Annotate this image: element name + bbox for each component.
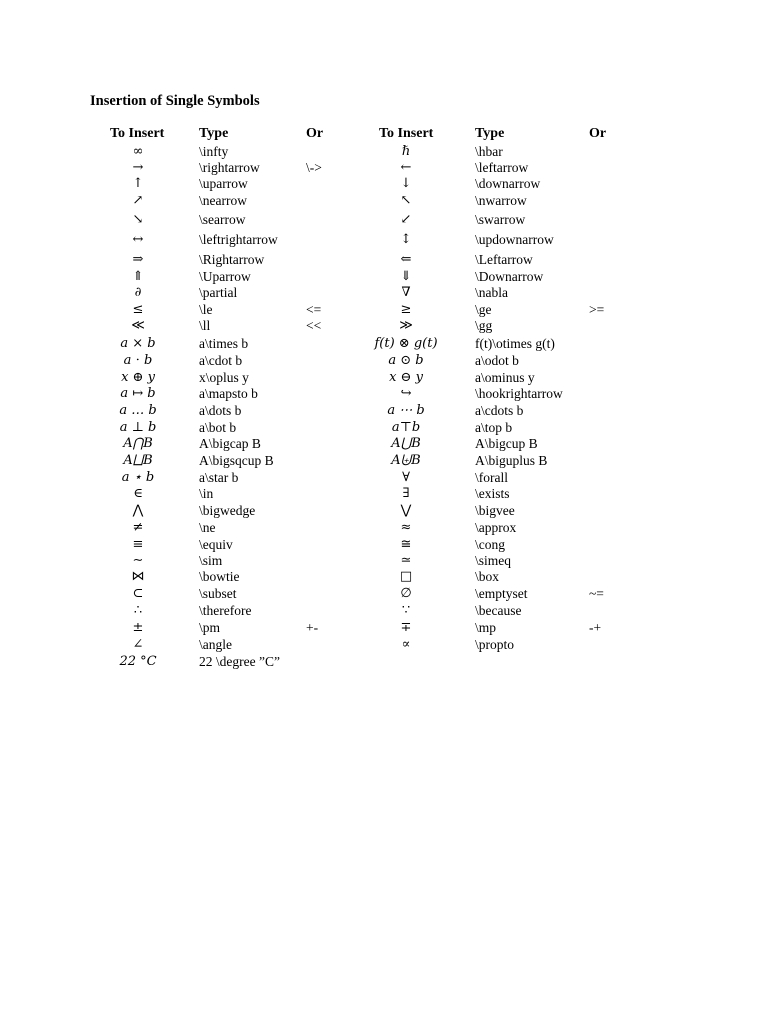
type-right: A\biguplus B [475, 453, 548, 468]
symbol-right: ↓ [400, 176, 412, 191]
symbol-right: □ [399, 569, 413, 584]
or-left: +- [306, 620, 319, 635]
type-left: \ne [199, 520, 216, 535]
symbol-right: ≥ [400, 302, 412, 317]
symbol-left: → [132, 160, 144, 175]
type-left: a\star b [199, 470, 239, 485]
symbol-left: ≠ [132, 520, 144, 535]
symbol-left: ∞ [132, 144, 144, 159]
symbol-left: ⇒ [132, 252, 144, 267]
type-right: \forall [475, 470, 508, 485]
type-right: \mp [475, 620, 497, 635]
symbol-left: 22 °C [119, 654, 157, 669]
type-left: x\oplus y [199, 370, 249, 385]
type-left: A\bigcap B [199, 436, 261, 451]
symbol-left: ↘ [132, 212, 144, 227]
or-left: << [306, 318, 322, 333]
symbol-left: a × b [120, 336, 156, 351]
type-right: a\top b [475, 420, 513, 435]
type-right: \nwarrow [475, 193, 527, 208]
symbol-left: ⋈ [131, 569, 145, 584]
symbol-right: ∃ [402, 486, 410, 501]
symbol-left: A⋂B [123, 436, 153, 451]
type-left: \angle [199, 637, 232, 652]
type-left: \leftrightarrow [199, 232, 278, 247]
type-right: \exists [475, 486, 510, 501]
symbol-right: f(t) ⊗ g(t) [374, 336, 438, 351]
symbol-right: a ⋯ b [387, 403, 425, 418]
type-left: 22 \degree ”C” [199, 654, 280, 669]
type-left: \Uparrow [199, 269, 251, 284]
type-left: \therefore [199, 603, 252, 618]
type-right: \hbar [475, 144, 503, 159]
symbol-left: ≤ [132, 302, 144, 317]
type-left: \partial [199, 285, 238, 300]
header-or-right: Or [589, 126, 607, 141]
type-right: a\ominus y [475, 370, 535, 385]
symbol-right: ∝ [401, 637, 411, 652]
header-or-left: Or [306, 126, 324, 141]
symbol-left: ∠ [132, 637, 144, 652]
symbol-right: ≈ [400, 520, 412, 535]
symbol-right: a⊤b [391, 420, 421, 435]
symbol-left: ↗ [132, 193, 144, 208]
type-right: \box [475, 569, 500, 584]
symbol-left: ∴ [133, 603, 143, 618]
symbol-right: ↖ [400, 193, 412, 208]
symbol-left: ⋀ [132, 503, 144, 518]
symbol-left: a ⊥ b [119, 420, 157, 435]
or-right: >= [589, 302, 605, 317]
symbol-left: x ⊕ y [121, 370, 155, 385]
symbol-left: ∈ [133, 486, 143, 501]
type-right: \swarrow [475, 212, 526, 227]
symbol-right: ∀ [402, 470, 410, 485]
type-left: A\bigsqcup B [199, 453, 274, 468]
type-left: \in [199, 486, 214, 501]
type-left: \bigwedge [199, 503, 256, 518]
symbol-right: ↕ [400, 232, 412, 247]
type-right: \simeq [475, 553, 511, 568]
symbol-right: ≫ [399, 318, 413, 333]
type-right: A\bigcup B [475, 436, 538, 451]
type-left: \ll [199, 318, 211, 333]
symbol-right: ≅ [400, 537, 412, 552]
or-right: -+ [589, 620, 602, 635]
symbol-left: ∼ [132, 553, 144, 568]
type-right: \because [475, 603, 522, 618]
type-right: \Leftarrow [475, 252, 533, 267]
type-left: \sim [199, 553, 223, 568]
symbol-left: ↔ [132, 232, 144, 247]
header-type-right: Type [475, 126, 505, 141]
type-left: \nearrow [199, 193, 247, 208]
symbol-right: x ⊖ y [389, 370, 423, 385]
symbol-left: a ⋅ b [123, 353, 153, 368]
type-left: a\dots b [199, 403, 242, 418]
type-right: \leftarrow [475, 160, 529, 175]
type-left: a\bot b [199, 420, 237, 435]
type-right: \gg [475, 318, 493, 333]
symbol-right: ∅ [400, 586, 412, 601]
type-left: \le [199, 302, 213, 317]
type-right: \updownarrow [475, 232, 554, 247]
header-to-insert-right: To Insert [379, 126, 434, 141]
type-left: a\times b [199, 336, 249, 351]
symbol-right: ⇓ [400, 269, 412, 284]
symbol-right: ⋁ [400, 503, 412, 518]
symbol-left: ↑ [132, 176, 144, 191]
type-right: \nabla [475, 285, 508, 300]
type-left: \equiv [199, 537, 233, 552]
type-right: \propto [475, 637, 514, 652]
symbol-left: A⨆B [123, 453, 153, 468]
type-left: \infty [199, 144, 229, 159]
or-left: <= [306, 302, 322, 317]
symbol-left: a … b [119, 403, 157, 418]
type-left: a\mapsto b [199, 386, 258, 401]
type-right: a\odot b [475, 353, 519, 368]
type-right: a\cdots b [475, 403, 524, 418]
type-right: \Downarrow [475, 269, 544, 284]
symbol-left: ⊂ [132, 586, 144, 601]
symbol-left: ∂ [134, 285, 142, 300]
symbol-left: ≡ [132, 537, 144, 552]
symbol-left: ± [132, 620, 144, 635]
type-left: \rightarrow [199, 160, 260, 175]
symbol-left: ≪ [131, 318, 145, 333]
header-to-insert-left: To Insert [110, 126, 165, 141]
symbol-right: ⇐ [400, 252, 412, 267]
type-left: \Rightarrow [199, 252, 265, 267]
symbol-right: a ⊙ b [388, 353, 424, 368]
type-right: \ge [475, 302, 492, 317]
type-left: \uparrow [199, 176, 248, 191]
symbol-right: A⨄B [391, 453, 421, 468]
symbol-right: ≃ [400, 553, 412, 568]
symbol-left: a ⋆ b [121, 470, 155, 485]
type-right: \emptyset [475, 586, 528, 601]
page-title: Insertion of Single Symbols [90, 93, 260, 109]
symbol-left: ⇑ [132, 269, 144, 284]
type-right: \bigvee [475, 503, 515, 518]
symbol-right: ∵ [401, 603, 411, 618]
type-right: \cong [475, 537, 505, 552]
or-right: ~= [589, 586, 604, 601]
type-left: \pm [199, 620, 221, 635]
symbol-right: ℏ [401, 144, 411, 159]
type-left: \subset [199, 586, 237, 601]
or-left: \-> [306, 160, 322, 175]
type-left: a\cdot b [199, 353, 243, 368]
symbol-right: ↙ [400, 212, 412, 227]
type-right: f(t)\otimes g(t) [475, 336, 555, 351]
symbol-left: a ↦ b [120, 386, 156, 401]
type-left: \bowtie [199, 569, 240, 584]
header-type-left: Type [199, 126, 229, 141]
symbol-right: ∓ [400, 620, 412, 635]
symbol-right: A⋃B [391, 436, 421, 451]
type-right: \downarrow [475, 176, 541, 191]
type-right: \hookrightarrow [475, 386, 563, 401]
type-right: \approx [475, 520, 517, 535]
symbol-right: ↪ [400, 386, 412, 401]
type-left: \searrow [199, 212, 246, 227]
symbol-right: ← [400, 160, 412, 175]
symbol-right: ∇ [401, 285, 411, 300]
